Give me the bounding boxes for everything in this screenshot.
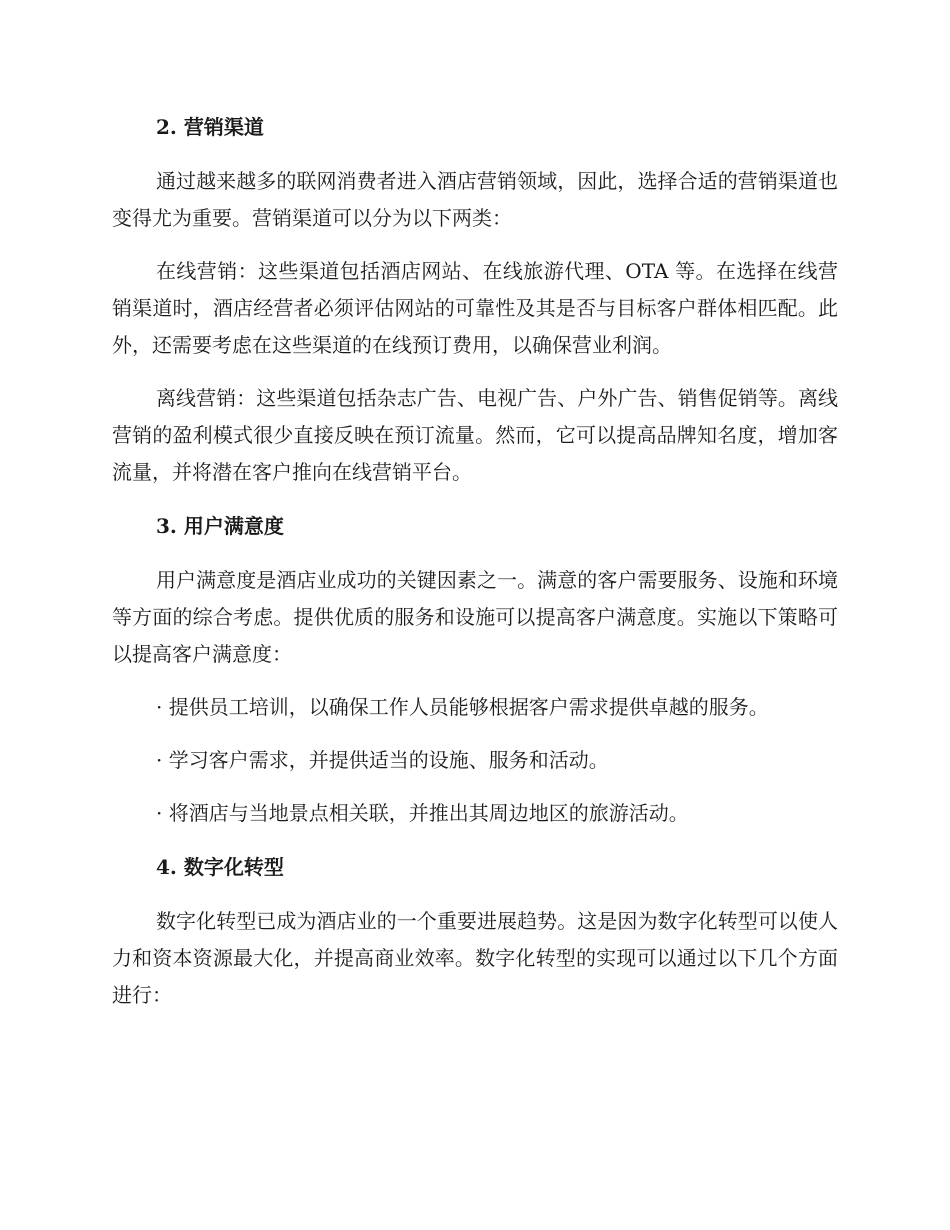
section-heading-digital-transformation: 4. 数字化转型 <box>156 855 284 879</box>
paragraph: 用户满意度是酒店业成功的关键因素之一。满意的客户需要服务、设施和环境等方面的综合考虑。提供优质的服务和设施可以提高客户满意度。实施以下策略可以提高客户满意度： <box>112 568 838 666</box>
paragraph: 离线营销：这些渠道包括杂志广告、电视广告、户外广告、销售促销等。离线营销的盈利模式很少直接反映在预订流量。然而，它可以提高品牌知名度，增加客流量，并将潜在客户推向在线营销平台。 <box>112 386 838 484</box>
paragraph: 通过越来越多的联网消费者进入酒店营销领域，因此，选择合适的营销渠道也变得尤为重要。营销渠道可以分为以下两类： <box>112 169 838 230</box>
list-item: · 提供员工培训，以确保工作人员能够根据客户需求提供卓越的服务。 <box>156 695 769 719</box>
paragraph: 数字化转型已成为酒店业的一个重要进展趋势。这是因为数字化转型可以使人力和资本资源最大化，并提高商业效率。数字化转型的实现可以通过以下几个方面进行： <box>112 909 838 1007</box>
section-heading-marketing-channels: 2. 营销渠道 <box>156 115 264 139</box>
paragraph: 在线营销：这些渠道包括酒店网站、在线旅游代理、OTA 等。在选择在线营销渠道时，酒店经营者必须评估网站的可靠性及其是否与目标客户群体相匹配。此外，还需要考虑在这些渠道的在线预订费用，以确保营业利润。 <box>112 259 838 357</box>
section-heading-user-satisfaction: 3. 用户满意度 <box>156 514 284 538</box>
list-item: · 学习客户需求，并提供适当的设施、服务和活动。 <box>156 748 609 772</box>
document-page <box>112 108 838 1014</box>
list-item: · 将酒店与当地景点相关联，并推出其周边地区的旅游活动。 <box>156 801 689 825</box>
